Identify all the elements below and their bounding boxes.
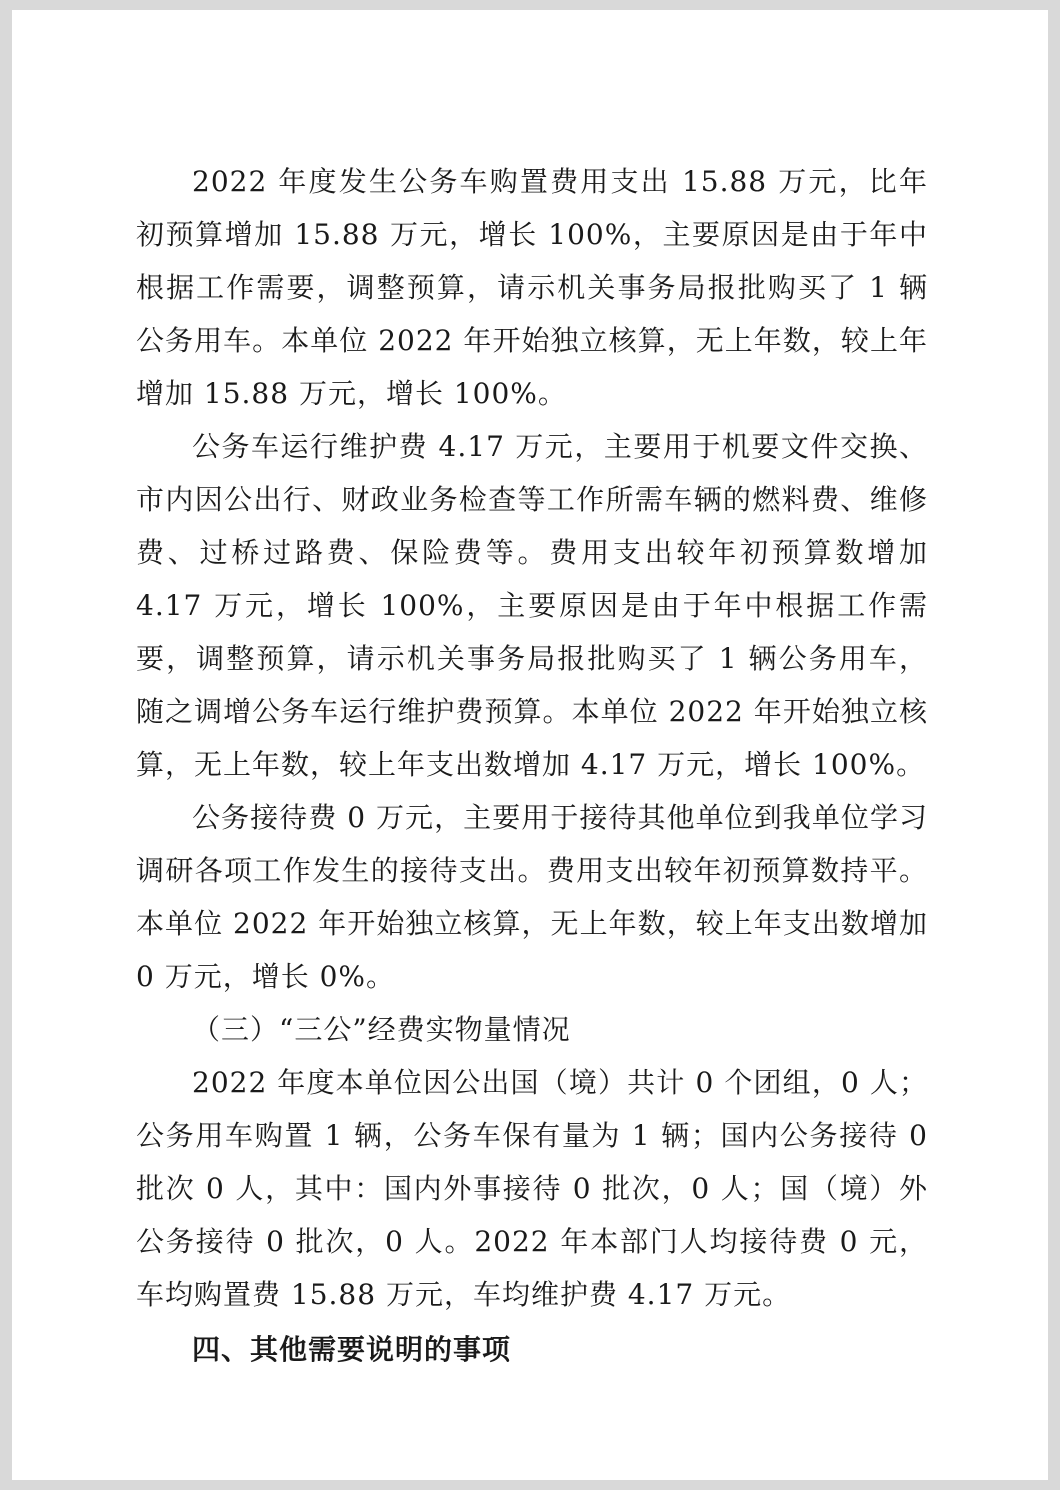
document-page — [12, 10, 1048, 1480]
document-body — [136, 155, 928, 1376]
paragraph-official-reception: 公务接待费 0 万元，主要用于接待其他单位到我单位学习调研各项工作发生的接待支出。费用支出较年初预算数持平。本单位 2022 年开始独立核算，无上年数，较上年支出数增加 0 万元，增长 0%。 — [136, 801, 928, 993]
subsection-title: （三）“三公”经费实物量情况 — [192, 1013, 571, 1046]
paragraph-vehicle-maintenance: 公务车运行维护费 4.17 万元，主要用于机要文件交换、市内因公出行、财政业务检查等工作所需车辆的燃料费、维修费、过桥过路费、保险费等。费用支出较年初预算数增加 4.17 万元，增长 100%，主要原因是由于年中根据工作需要，调整预算，请示机关事务局报批购买了 1 辆公务用车，随之调增公务车运行维护费预算。本单位 2022 年开始独立核算，无上年数，较上年支出数增加 4.17 万元，增长 100%。 — [136, 430, 928, 781]
paragraph-vehicle-purchase: 2022 年度发生公务车购置费用支出 15.88 万元，比年初预算增加 15.88 万元，增长 100%，主要原因是由于年中根据工作需要，调整预算，请示机关事务局报批购买了 1 辆公务用车。本单位 2022 年开始独立核算，无上年数，较上年增加 15.88 万元，增长 100%。 — [136, 165, 928, 410]
paragraph-physical-quantity: 2022 年度本单位因公出国（境）共计 0 个团组，0 人；公务用车购置 1 辆，公务车保有量为 1 辆；国内公务接待 0 批次 0 人，其中：国内外事接待 0 批次，0 人；国（境）外公务接待 0 批次，0 人。2022 年本部门人均接待费 0 元，车均购置费 15.88 万元，车均维护费 4.17 万元。 — [136, 1066, 928, 1311]
section-heading: 四、其他需要说明的事项 — [192, 1333, 512, 1366]
